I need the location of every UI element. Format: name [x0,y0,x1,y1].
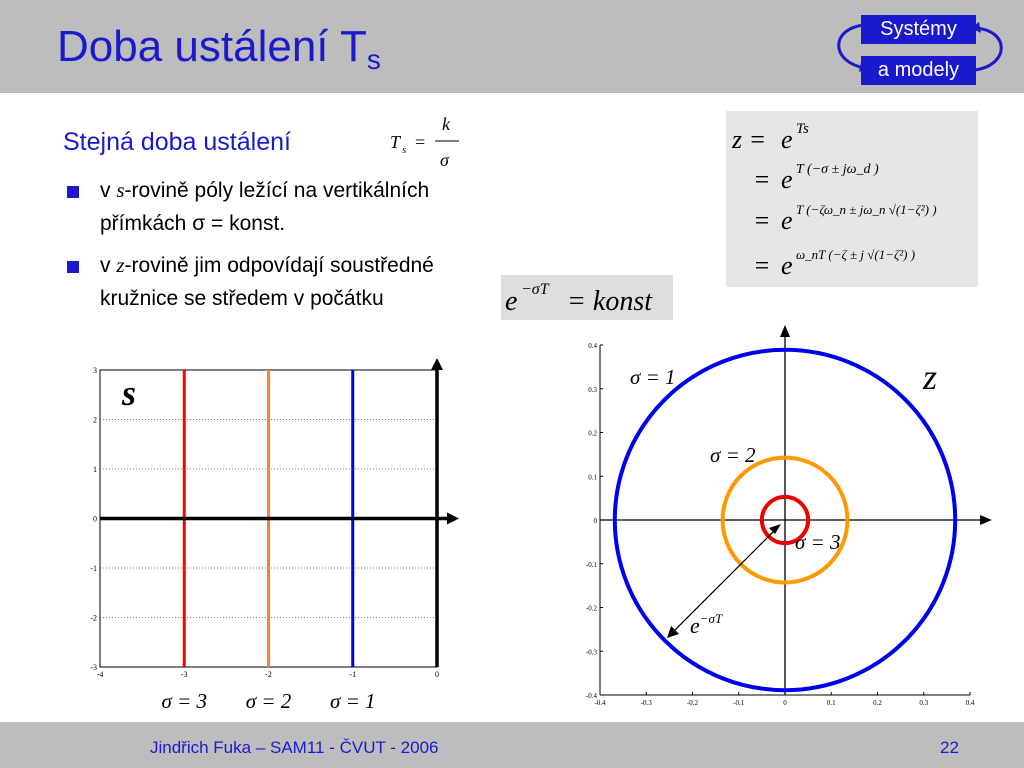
z-eq-1 [731,121,809,154]
svg-text:= konst: = konst [567,286,652,317]
konst-equation [501,275,673,320]
real-axis-arrow-icon [447,513,459,525]
x-tick-label: 0 [435,670,439,679]
svg-text:T (−σ ± jω_d ): T (−σ ± jω_d ) [796,162,879,177]
svg-text:−σT: −σT [521,281,549,298]
svg-text:e: e [781,165,793,194]
z-eq-3 [753,202,937,235]
y-tick-label: 0.4 [588,342,597,350]
sigma-label: σ = 2 [245,689,292,713]
bullet-marker [67,186,79,198]
x-tick-label: 0.4 [965,699,975,707]
x-tick-label: -0.4 [594,699,606,707]
bullet-marker [67,261,79,273]
svg-text:=: = [753,165,771,194]
plane-label: s [122,373,137,413]
bullet-1: v s-rovině póly ležící na vertikálních přímkách σ = konst. [100,178,430,235]
svg-text:e: e [781,206,793,235]
y-tick-label: -2 [90,613,97,623]
x-tick-label: 0.3 [919,699,929,707]
y-tick-label: -0.4 [585,692,597,700]
radius-arrow-head-icon [769,524,781,534]
plane-label: z [923,357,938,397]
imag-axis-arrow-icon [431,358,443,370]
x-tick-label: -1 [349,670,357,679]
y-tick-label: 0.2 [588,429,597,438]
svg-text:e: e [505,286,518,317]
svg-text:=: = [415,132,426,152]
svg-text:Ts: Ts [796,121,809,137]
x-tick-label: -2 [265,670,272,679]
svg-text:T (−ζω_n ± jω_n √(1−ζ²) ): T (−ζω_n ± jω_n √(1−ζ²) ) [796,202,937,217]
svg-text:s: s [402,144,407,156]
x-tick-label: 0 [783,699,787,707]
y-tick-label: -3 [90,663,97,672]
ts-formula [385,110,465,172]
x-tick-label: 0.2 [873,699,882,707]
slide-title: Doba ustálení $T_s$ [57,22,381,75]
bullet-2: v z-rovině jim odpovídají soustředné kružnice se středem v počátku [100,253,434,310]
subtitle: Stejná doba ustálení [63,128,291,156]
y-tick-label: 3 [93,366,97,375]
logo-line1: Systémy [861,15,976,44]
real-axis-arrow-icon [980,515,992,525]
svg-text:e: e [781,251,793,280]
logo-line2: a modely [861,56,976,85]
y-tick-label: 2 [93,415,97,425]
svg-text:=: = [753,206,771,235]
x-tick-label: -0.2 [686,699,699,707]
svg-text:e: e [781,125,793,154]
sigma-label: σ = 3 [161,689,208,713]
x-tick-label: -3 [180,670,188,679]
svg-text:T: T [390,132,401,152]
circle-label: σ = 2 [710,443,756,467]
svg-text:=: = [753,251,771,280]
imag-axis-arrow-icon [780,325,790,337]
page-number: 22 [940,738,959,757]
z-eq-2 [753,162,879,194]
z-equations-box [726,111,978,287]
circle-label: σ = 3 [795,530,841,554]
y-tick-label: 0.1 [588,473,597,482]
footer-author: Jindřich Fuka – SAM11 - ČVUT - 2006 [150,738,439,757]
x-tick-label: 0.1 [826,699,836,707]
svg-text:k: k [442,114,450,134]
y-tick-label: -0.3 [585,648,597,657]
svg-text:σ: σ [440,150,449,170]
s-plane-chart [80,355,470,715]
x-tick-label: -0.1 [733,699,745,707]
svg-text:z =: z = [732,125,767,154]
svg-text:ω_nT (−ζ ± j √(1−ζ²) ): ω_nT (−ζ ± j √(1−ζ²) ) [796,247,916,262]
y-tick-label: -0.1 [585,560,597,569]
y-tick-label: 1 [93,465,97,474]
circle-label: σ = 1 [630,365,676,389]
y-tick-label: 0 [93,514,97,524]
x-tick-label: -0.3 [640,699,652,707]
y-tick-label: -1 [90,564,97,573]
z-eq-4 [753,247,915,280]
radius-label: $e^{-\sigma T}$ [690,611,723,638]
sigma-label: σ = 1 [329,689,376,713]
x-tick-label: -4 [96,670,104,679]
z-plane-chart [570,325,1000,710]
y-tick-label: -0.2 [585,604,597,613]
y-tick-label: 0.3 [588,385,597,394]
y-tick-label: 0 [593,517,597,525]
